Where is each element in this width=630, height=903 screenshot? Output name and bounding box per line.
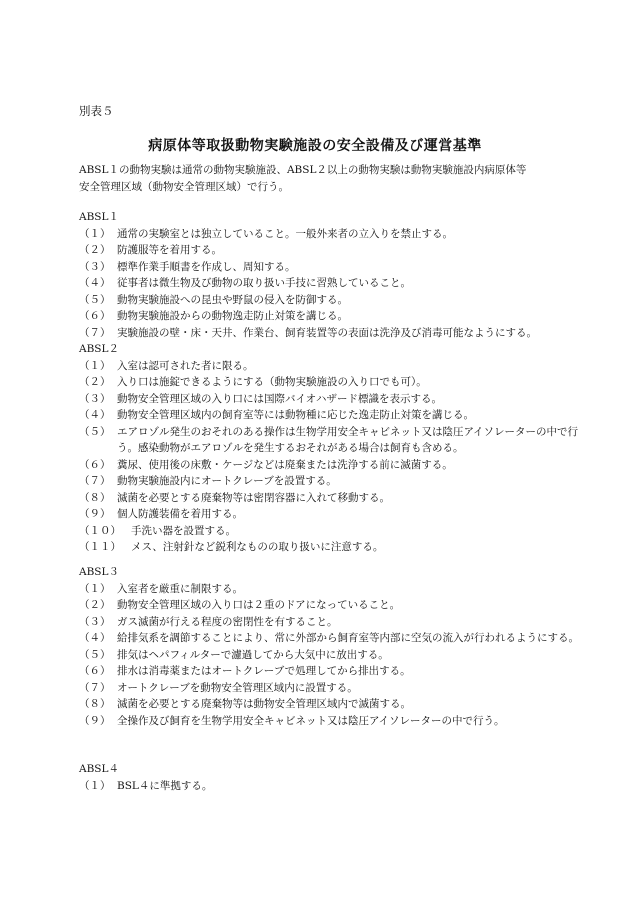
list-item [79, 391, 579, 408]
item-text: 動物実験施設への昆虫や野鼠の侵入を防御する。 [117, 293, 348, 306]
item-number: （２） [79, 376, 111, 388]
list-item [79, 581, 579, 598]
list-item [79, 523, 579, 540]
intro-paragraph [79, 162, 559, 195]
item-number: （３） [79, 392, 111, 405]
list-item [79, 490, 579, 507]
list-item [79, 680, 579, 697]
item-text: 実験施設の壁・床・天井、作業台、飼育装置等の表面は洗浄及び消毒可能なようにする。 [117, 326, 537, 339]
item-number: （１０） [79, 524, 121, 537]
item-number: （７） [79, 326, 111, 339]
item-text: 滅菌を必要とする廃棄物等は動物安全管理区域内で滅菌する。 [117, 698, 411, 710]
list-item [79, 308, 579, 325]
item-number: （６） [79, 458, 111, 471]
item-text: 動物実験施設からの動物逸走防止対策を講じる。 [117, 310, 348, 322]
list-item [79, 226, 579, 243]
item-text: 滅菌を必要とする廃棄物等は密閉容器に入れて移動する。 [117, 491, 390, 504]
list-item [79, 506, 579, 523]
section-heading: ABSL３ [79, 566, 119, 578]
item-text: ガス滅菌が行える程度の密閉性を有すること。 [117, 615, 338, 628]
item-text: 入り口は施錠できるようにする（動物実験施設の入り口でも可）。 [117, 376, 427, 388]
list-item [79, 325, 579, 342]
item-number: （１） [79, 227, 111, 240]
list-item [79, 292, 579, 309]
item-number: （８） [79, 698, 111, 710]
item-number: （７） [79, 475, 111, 487]
item-number: （８） [79, 491, 111, 504]
item-number: （１） [79, 582, 111, 595]
list-item [79, 473, 579, 490]
item-number: （５） [79, 648, 111, 661]
section-absl1 [79, 209, 579, 341]
list-item [79, 597, 579, 614]
list-item [79, 630, 579, 647]
item-number: （１） [79, 359, 111, 372]
item-number: （３） [79, 615, 111, 628]
item-number: （２） [79, 599, 111, 611]
item-text: 入室は認可された者に限る。 [117, 359, 254, 372]
section-absl2 [79, 341, 579, 556]
section-heading: ABSL１ [79, 211, 119, 223]
item-number: （６） [79, 665, 111, 677]
section-absl3 [79, 564, 579, 729]
item-text: 排水は消毒薬またはオートクレーブで処理してから排出する。 [117, 665, 411, 677]
item-number: （５） [79, 293, 111, 306]
list-item [79, 374, 579, 391]
item-text: 動物安全管理区域の入り口には国際バイオハザード標識を表示する。 [117, 392, 442, 405]
item-text: 全操作及び飼育を生物学用安全キャビネット又は陰圧アイソレーターの中で行う。 [117, 714, 505, 727]
item-text: 防護服等を着用する。 [117, 244, 222, 256]
item-number: （２） [79, 244, 111, 256]
item-text: 給排気系を調節することにより、常に外部から飼育室等内部に空気の流入が行われるようにする。 [117, 632, 579, 644]
item-text: 標準作業手順書を作成し、周知する。 [117, 260, 296, 273]
item-text: 動物安全管理区域内の飼育室等には動物種に応じた逸走防止対策を講じる。 [117, 409, 474, 421]
item-text: 入室者を厳重に制限する。 [117, 582, 243, 595]
list-item [79, 407, 579, 424]
item-number: （９） [79, 714, 111, 727]
section-absl4 [79, 761, 579, 794]
item-text: 動物実験施設内にオートクレーブを設置する。 [117, 475, 337, 487]
item-text: 動物安全管理区域の入り口は２重のドアになっていること。 [117, 599, 401, 611]
intro-line: 安全管理区域（動物安全管理区域）で行う。 [79, 180, 289, 193]
item-text: BSL４に準拠する。 [117, 779, 213, 792]
item-number: （６） [79, 310, 111, 322]
item-number: （１） [79, 779, 111, 792]
appendix-label: 別表５ [79, 104, 114, 118]
list-item [79, 696, 579, 713]
section-heading: ABSL４ [79, 763, 119, 775]
item-text: オートクレーブを動物安全管理区域内に設置する。 [117, 681, 358, 694]
item-number: （４） [79, 632, 111, 644]
item-text: 通常の実験室とは独立していること。一般外来者の立入りを禁止する。 [117, 227, 453, 240]
item-text: 個人防護装備を着用する。 [117, 508, 243, 520]
section-heading: ABSL２ [79, 343, 119, 355]
item-text: 排気はヘパフィルターで濾過してから大気中に放出する。 [117, 648, 389, 661]
list-item [79, 424, 579, 457]
item-text: 糞尿、使用後の床敷・ケージなどは廃棄または洗浄する前に滅菌する。 [117, 458, 453, 471]
list-item [79, 778, 579, 795]
item-number: （１１） [79, 541, 121, 553]
list-item [79, 713, 579, 730]
item-number: （７） [79, 681, 111, 694]
intro-line: ABSL１の動物実験は通常の動物実験施設、ABSL２以上の動物実験は動物実験施設内病原体等 [79, 164, 527, 176]
page-title: 病原体等取扱動物実験施設の安全設備及び運営基準 [148, 138, 482, 154]
list-item [79, 647, 579, 664]
item-number: （５） [79, 425, 111, 438]
list-item [79, 614, 579, 631]
list-item [79, 457, 579, 474]
item-text: 従事者は微生物及び動物の取り扱い手技に習熟していること。 [117, 277, 411, 289]
item-text: 手洗い器を設置する。 [131, 524, 236, 537]
list-item [79, 539, 579, 556]
item-text: メス、注射針など鋭利なものの取り扱いに注意する。 [131, 541, 384, 553]
item-number: （４） [79, 409, 111, 421]
item-number: （３） [79, 260, 111, 273]
list-item [79, 275, 579, 292]
list-item [79, 259, 579, 276]
item-number: （４） [79, 277, 111, 289]
list-item [79, 358, 579, 375]
list-item [79, 242, 579, 259]
item-text: エアロゾル発生のおそれのある操作は生物学用安全キャビネット又は陰圧アイソレーターの中で行う。感染動物がエアロゾルを発生するおそれがある場合は飼育も含める。 [117, 425, 579, 454]
list-item [79, 663, 579, 680]
item-number: （９） [79, 508, 111, 520]
